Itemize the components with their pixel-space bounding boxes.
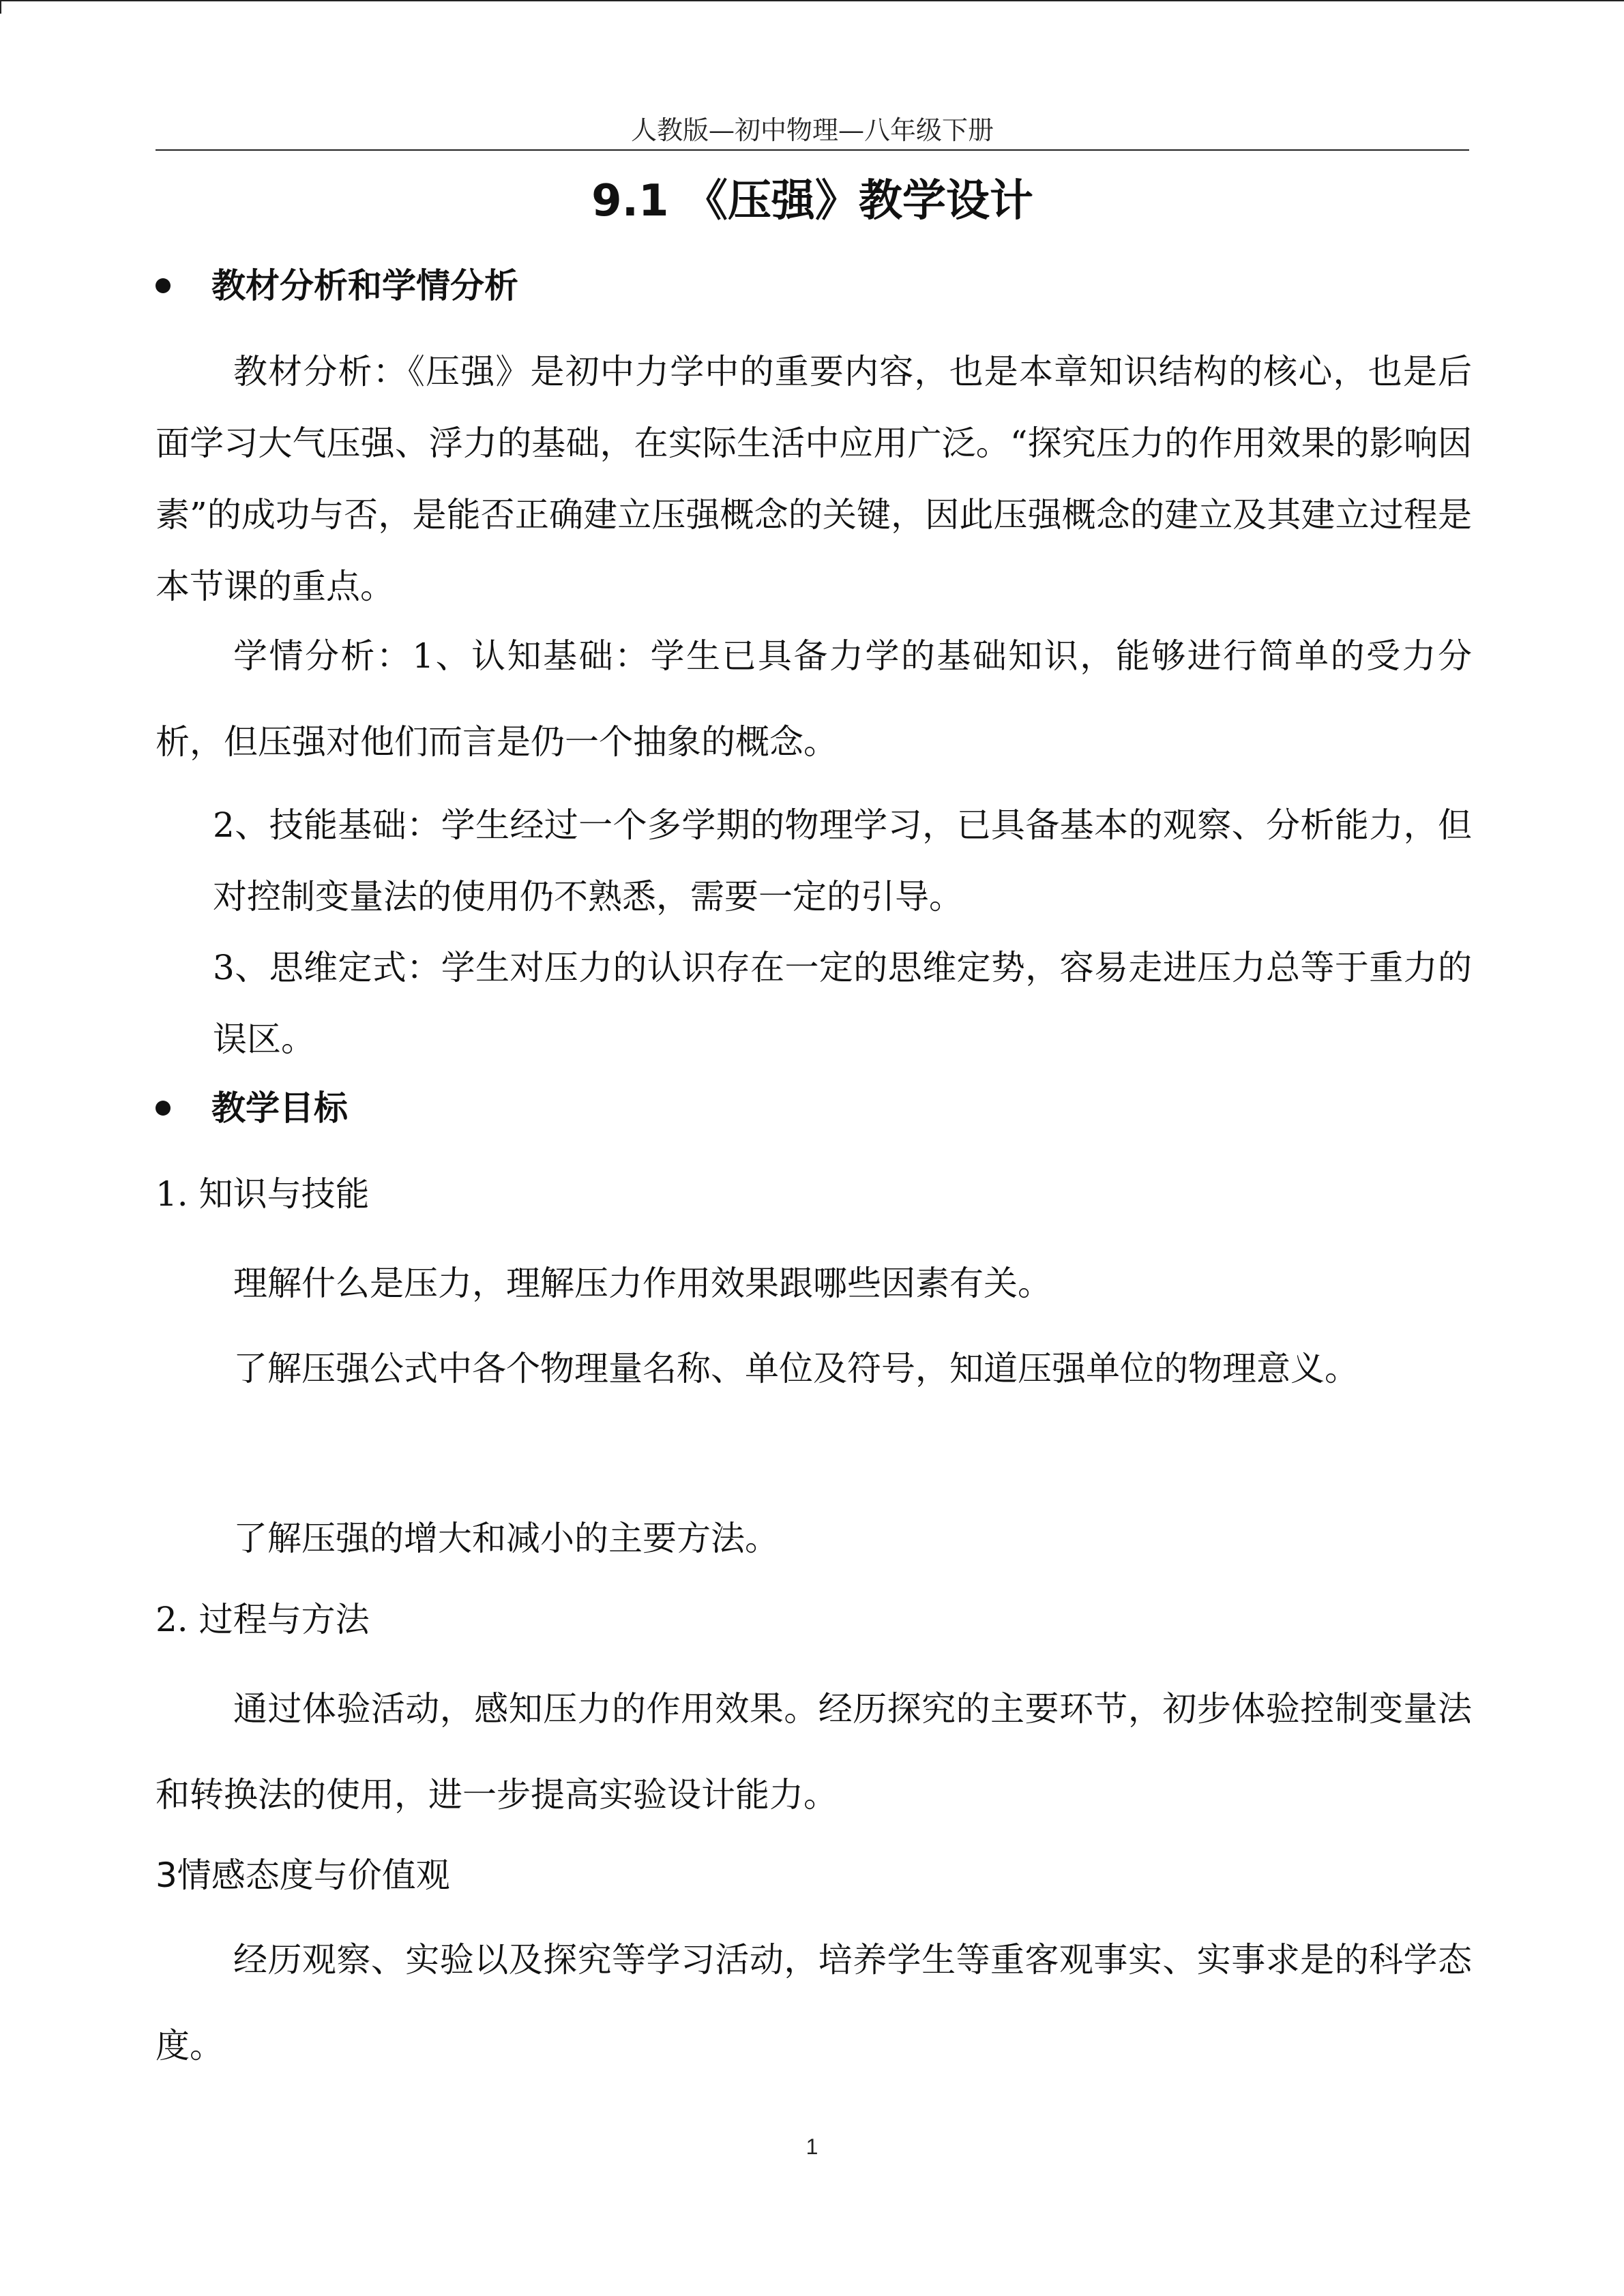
student-analysis-paragraph-2: 2、技能基础：学生经过一个多学期的物理学习，已具备基本的观察、分析能力，但对控制变量法的使用仍不熟悉，需要一定的引导。 — [213, 805, 1472, 916]
knowledge-item-1: 理解什么是压力，理解压力作用效果跟哪些因素有关。 — [233, 1264, 1052, 1303]
knowledge-item-3: 了解压强的增大和减小的主要方法。 — [233, 1519, 779, 1558]
page-number: 1 — [806, 2134, 818, 2159]
student-analysis-paragraph-1: 学情分析：1、认知基础：学生已具备力学的基础知识，能够进行简单的受力分析，但压强对他们而言是仍一个抽象的概念。 — [156, 636, 1472, 762]
page-title: 9.1 《压强》教学设计 — [591, 176, 1033, 226]
bullet-icon — [156, 278, 171, 293]
material-analysis-paragraph: 教材分析：《压强》是初中力学中的重要内容，也是本章知识结构的核心，也是后面学习大气压强、浮力的基础，在实际生活中应用广泛。“探究压力的作用效果的影响因素”的成功与否，是能否正确建立压强概念的关键，因此压强概念的建立及其建立过程是本节课的重点。 — [156, 352, 1472, 606]
page-top-border — [0, 0, 1624, 1]
knowledge-heading: 1. 知识与技能 — [156, 1174, 370, 1214]
bullet-icon — [156, 1101, 171, 1116]
section-heading-analysis-text: 教材分析和学情分析 — [211, 266, 518, 305]
page-corner-mark — [0, 0, 1, 14]
section-heading-objectives — [156, 1084, 348, 1132]
knowledge-item-2: 了解压强公式中各个物理量名称、单位及符号，知道压强单位的物理意义。 — [233, 1349, 1359, 1388]
attitude-item-1: 经历观察、实验以及探究等学习活动，培养学生等重客观事实、实事求是的科学态度。 — [156, 1940, 1472, 2066]
student-analysis-paragraph-3: 3、思维定式：学生对压力的认识存在一定的思维定势，容易走进压力总等于重力的误区。 — [213, 948, 1472, 1059]
process-item-1: 通过体验活动，感知压力的作用效果。经历探究的主要环节，初步体验控制变量法和转换法的使用，进一步提高实验设计能力。 — [156, 1689, 1472, 1815]
section-heading-analysis — [156, 262, 518, 310]
header-rule — [156, 149, 1469, 151]
attitude-heading: 3情感态度与价值观 — [156, 1855, 450, 1895]
process-heading: 2. 过程与方法 — [156, 1600, 370, 1639]
section-heading-objectives-text: 教学目标 — [211, 1088, 348, 1128]
running-header: 人教版—初中物理—八年级下册 — [630, 115, 994, 145]
